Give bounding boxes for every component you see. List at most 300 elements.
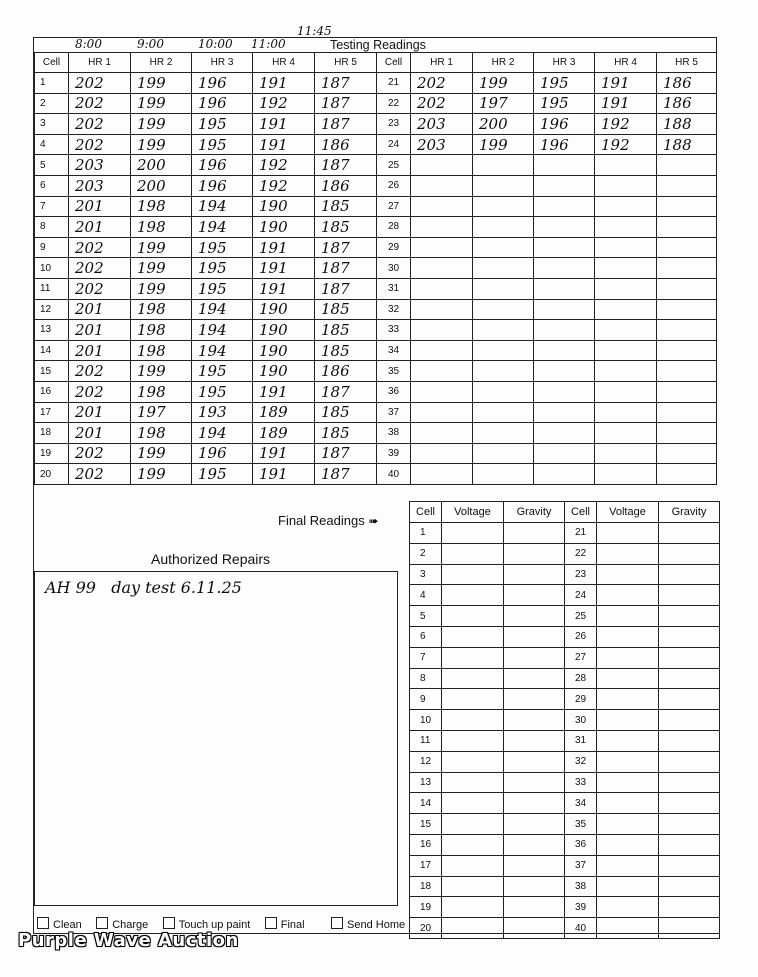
gravity-field: [504, 689, 565, 710]
reading-value: 199: [131, 237, 192, 258]
cell-number: 30: [565, 710, 597, 731]
gravity-field: [504, 543, 565, 564]
testing-row: [35, 134, 717, 155]
cell-number: 22: [565, 543, 597, 564]
reading-value: [411, 175, 473, 196]
cell-number: 14: [35, 340, 69, 361]
reading-value: 194: [192, 299, 253, 320]
voltage-field: [442, 814, 504, 835]
reading-value: 187: [315, 381, 377, 402]
reading-value: 203: [69, 155, 131, 176]
reading-value: [595, 237, 657, 258]
reading-value: 198: [131, 217, 192, 238]
gravity-field: [659, 668, 720, 689]
testing-header-row: [35, 53, 717, 73]
voltage-field: [442, 564, 504, 585]
reading-value: 195: [192, 361, 253, 382]
final-row: [410, 751, 720, 772]
reading-value: 198: [131, 340, 192, 361]
voltage-field: [442, 876, 504, 897]
reading-value: 197: [473, 93, 534, 114]
reading-value: 195: [192, 114, 253, 135]
reading-value: [473, 196, 534, 217]
final-row: [410, 793, 720, 814]
cell-number: 26: [377, 175, 411, 196]
reading-value: 197: [131, 402, 192, 423]
reading-value: 191: [253, 278, 315, 299]
reading-value: 185: [315, 340, 377, 361]
cell-number: 8: [35, 217, 69, 238]
cell-number: 39: [377, 443, 411, 464]
col-gravity: Gravity: [659, 502, 720, 523]
reading-value: 191: [253, 258, 315, 279]
cell-number: 1: [410, 523, 442, 544]
voltage-field: [597, 814, 659, 835]
reading-value: 190: [253, 320, 315, 341]
checkbox-send-home[interactable]: Send Home: [331, 919, 405, 931]
reading-value: 199: [131, 73, 192, 94]
checkbox-box[interactable]: [163, 917, 175, 929]
testing-row: [35, 237, 717, 258]
cell-number: 20: [410, 918, 442, 939]
cell-number: 1: [35, 73, 69, 94]
cell-number: 21: [377, 73, 411, 94]
reading-value: [595, 423, 657, 444]
cell-number: 25: [377, 155, 411, 176]
gravity-field: [504, 772, 565, 793]
cell-number: 18: [35, 423, 69, 444]
gravity-field: [504, 523, 565, 544]
gravity-field: [659, 918, 720, 939]
reading-value: 195: [192, 381, 253, 402]
reading-value: [473, 402, 534, 423]
reading-value: [411, 423, 473, 444]
reading-value: 200: [473, 114, 534, 135]
cell-number: 33: [377, 320, 411, 341]
cell-number: 20: [35, 464, 69, 485]
reading-value: 202: [69, 114, 131, 135]
final-row: [410, 814, 720, 835]
cell-number: 32: [377, 299, 411, 320]
repairs-note: AH 99 day test 6.11.25: [45, 578, 242, 597]
gravity-field: [659, 647, 720, 668]
cell-number: 10: [35, 258, 69, 279]
col-cell: Cell: [410, 502, 442, 523]
testing-row: [35, 175, 717, 196]
reading-value: [473, 464, 534, 485]
reading-value: 191: [253, 443, 315, 464]
cell-number: 12: [35, 299, 69, 320]
testing-row: [35, 381, 717, 402]
reading-value: 201: [69, 196, 131, 217]
testing-row: [35, 320, 717, 341]
reading-value: 188: [657, 134, 717, 155]
reading-value: 195: [192, 278, 253, 299]
reading-value: 202: [69, 73, 131, 94]
reading-value: [657, 237, 717, 258]
reading-value: [411, 402, 473, 423]
testing-row: [35, 361, 717, 382]
reading-value: 190: [253, 299, 315, 320]
voltage-field: [597, 897, 659, 918]
reading-value: [411, 361, 473, 382]
reading-value: 199: [131, 93, 192, 114]
final-row: [410, 772, 720, 793]
voltage-field: [442, 543, 504, 564]
reading-value: [657, 196, 717, 217]
reading-value: 199: [473, 73, 534, 94]
voltage-field: [442, 523, 504, 544]
reading-value: [595, 381, 657, 402]
checkbox-box[interactable]: [265, 917, 277, 929]
reading-value: 190: [253, 196, 315, 217]
checkbox-final[interactable]: Final: [265, 919, 305, 931]
cell-number: 29: [565, 689, 597, 710]
gravity-field: [659, 793, 720, 814]
voltage-field: [597, 855, 659, 876]
final-row: [410, 668, 720, 689]
testing-row: [35, 258, 717, 279]
voltage-field: [597, 585, 659, 606]
final-row: [410, 606, 720, 627]
reading-value: [411, 299, 473, 320]
reading-value: [534, 443, 595, 464]
reading-value: [595, 155, 657, 176]
reading-value: 201: [69, 423, 131, 444]
gravity-field: [659, 772, 720, 793]
reading-value: [595, 278, 657, 299]
reading-value: [411, 381, 473, 402]
testing-readings-table: [34, 52, 717, 485]
reading-value: 199: [131, 134, 192, 155]
checkbox-clean[interactable]: Clean: [37, 919, 82, 931]
reading-value: 202: [69, 361, 131, 382]
time-9: 9:00: [137, 37, 164, 51]
voltage-field: [442, 751, 504, 772]
reading-value: [534, 381, 595, 402]
cell-number: 35: [377, 361, 411, 382]
reading-value: 198: [131, 381, 192, 402]
testing-row: [35, 443, 717, 464]
reading-value: [595, 299, 657, 320]
final-row: [410, 897, 720, 918]
reading-value: 194: [192, 340, 253, 361]
cell-number: 24: [565, 585, 597, 606]
voltage-field: [597, 834, 659, 855]
checkbox-charge[interactable]: Charge: [96, 919, 148, 931]
final-row: [410, 730, 720, 751]
reading-value: 201: [69, 217, 131, 238]
voltage-field: [442, 585, 504, 606]
reading-value: 190: [253, 217, 315, 238]
col-hr5: HR 5: [315, 53, 377, 73]
gravity-field: [504, 626, 565, 647]
reading-value: 199: [131, 464, 192, 485]
reading-value: 196: [192, 73, 253, 94]
cell-number: 33: [565, 772, 597, 793]
reading-value: [657, 278, 717, 299]
reading-value: 199: [131, 361, 192, 382]
reading-value: [534, 402, 595, 423]
reading-value: [473, 237, 534, 258]
time-1145: 11:45: [297, 24, 332, 38]
reading-value: 187: [315, 237, 377, 258]
watermark-logo: Purple Wave Auction: [18, 930, 239, 951]
reading-value: [473, 258, 534, 279]
reading-value: 191: [595, 73, 657, 94]
voltage-field: [597, 668, 659, 689]
voltage-field: [597, 564, 659, 585]
cell-number: 15: [35, 361, 69, 382]
reading-value: 196: [192, 93, 253, 114]
gravity-field: [659, 585, 720, 606]
cell-number: 30: [377, 258, 411, 279]
reading-value: 202: [411, 73, 473, 94]
reading-value: 202: [69, 443, 131, 464]
gravity-field: [504, 564, 565, 585]
voltage-field: [597, 876, 659, 897]
col-hr1: HR 1: [411, 53, 473, 73]
reading-value: 187: [315, 258, 377, 279]
voltage-field: [597, 626, 659, 647]
col-hr3: HR 3: [192, 53, 253, 73]
reading-value: 200: [131, 155, 192, 176]
reading-value: 203: [411, 134, 473, 155]
reading-value: 189: [253, 423, 315, 444]
cell-number: 26: [565, 626, 597, 647]
reading-value: [473, 155, 534, 176]
cell-number: 11: [35, 278, 69, 299]
reading-value: 202: [69, 134, 131, 155]
voltage-field: [597, 793, 659, 814]
cell-number: 35: [565, 814, 597, 835]
voltage-field: [442, 772, 504, 793]
reading-value: 187: [315, 155, 377, 176]
voltage-field: [442, 689, 504, 710]
cell-number: 4: [35, 134, 69, 155]
reading-value: [534, 175, 595, 196]
reading-value: 203: [69, 175, 131, 196]
cell-number: 24: [377, 134, 411, 155]
reading-value: 187: [315, 464, 377, 485]
cell-number: 8: [410, 668, 442, 689]
cell-number: 15: [410, 814, 442, 835]
gravity-field: [659, 834, 720, 855]
cell-number: 37: [377, 402, 411, 423]
col-voltage: Voltage: [597, 502, 659, 523]
final-row: [410, 918, 720, 939]
testing-row: [35, 114, 717, 135]
cell-number: 36: [377, 381, 411, 402]
reading-value: 187: [315, 73, 377, 94]
final-header-row: [410, 502, 720, 523]
reading-value: 188: [657, 114, 717, 135]
reading-value: 185: [315, 299, 377, 320]
final-readings-table: [409, 501, 720, 939]
gravity-field: [504, 668, 565, 689]
cell-number: 28: [377, 217, 411, 238]
cell-number: 25: [565, 606, 597, 627]
reading-value: 202: [411, 93, 473, 114]
final-readings-text: Final Readings: [278, 513, 365, 528]
cell-number: 36: [565, 834, 597, 855]
checkbox-touch-up-paint[interactable]: Touch up paint: [163, 919, 251, 931]
testing-readings-title: Testing Readings: [330, 38, 426, 52]
checkbox-box[interactable]: [96, 917, 108, 929]
cell-number: 34: [377, 340, 411, 361]
reading-value: 192: [253, 155, 315, 176]
reading-value: 186: [315, 134, 377, 155]
reading-value: [657, 443, 717, 464]
reading-value: 185: [315, 320, 377, 341]
cell-number: 18: [410, 876, 442, 897]
reading-value: 202: [69, 464, 131, 485]
cell-number: 4: [410, 585, 442, 606]
reading-value: 202: [69, 278, 131, 299]
voltage-field: [442, 647, 504, 668]
reading-value: 191: [253, 73, 315, 94]
reading-value: [657, 320, 717, 341]
reading-value: [595, 196, 657, 217]
cell-number: 9: [410, 689, 442, 710]
voltage-field: [442, 793, 504, 814]
col-hr1: HR 1: [69, 53, 131, 73]
cell-number: 38: [565, 876, 597, 897]
reading-value: 192: [595, 134, 657, 155]
reading-value: 195: [192, 134, 253, 155]
reading-value: 202: [69, 93, 131, 114]
testing-row: [35, 299, 717, 320]
voltage-field: [597, 523, 659, 544]
reading-value: 187: [315, 278, 377, 299]
testing-row: [35, 423, 717, 444]
reading-value: [657, 258, 717, 279]
cell-number: 31: [377, 278, 411, 299]
final-row: [410, 689, 720, 710]
reading-value: 201: [69, 320, 131, 341]
col-hr2: HR 2: [473, 53, 534, 73]
cell-number: 39: [565, 897, 597, 918]
reading-value: 194: [192, 196, 253, 217]
reading-value: [473, 175, 534, 196]
col-gravity: Gravity: [504, 502, 565, 523]
gravity-field: [504, 793, 565, 814]
cell-number: 3: [35, 114, 69, 135]
reading-value: 200: [131, 175, 192, 196]
reading-value: [595, 175, 657, 196]
voltage-field: [442, 606, 504, 627]
voltage-field: [442, 855, 504, 876]
cell-number: 38: [377, 423, 411, 444]
gravity-field: [504, 918, 565, 939]
reading-value: 191: [253, 114, 315, 135]
reading-value: 201: [69, 402, 131, 423]
gravity-field: [659, 710, 720, 731]
gravity-field: [659, 876, 720, 897]
reading-value: 196: [192, 175, 253, 196]
cell-number: 37: [565, 855, 597, 876]
final-row: [410, 626, 720, 647]
reading-value: 199: [131, 443, 192, 464]
cell-number: 11: [410, 730, 442, 751]
reading-value: [411, 443, 473, 464]
gravity-field: [659, 751, 720, 772]
cell-number: 27: [565, 647, 597, 668]
final-row: [410, 855, 720, 876]
authorized-repairs-title: Authorized Repairs: [151, 551, 271, 567]
cell-number: 13: [410, 772, 442, 793]
reading-value: [657, 381, 717, 402]
reading-value: 191: [595, 93, 657, 114]
testing-row: [35, 340, 717, 361]
reading-value: 199: [131, 278, 192, 299]
cell-number: 16: [35, 381, 69, 402]
reading-value: 185: [315, 217, 377, 238]
testing-row: [35, 217, 717, 238]
reading-value: [595, 217, 657, 238]
voltage-field: [442, 710, 504, 731]
voltage-field: [597, 689, 659, 710]
testing-row: [35, 73, 717, 94]
gravity-field: [659, 855, 720, 876]
voltage-field: [442, 918, 504, 939]
reading-value: [411, 155, 473, 176]
gravity-field: [659, 730, 720, 751]
reading-value: [657, 423, 717, 444]
cell-number: 3: [410, 564, 442, 585]
col-hr4: HR 4: [253, 53, 315, 73]
reading-value: 186: [315, 361, 377, 382]
final-row: [410, 523, 720, 544]
col-cell: Cell: [565, 502, 597, 523]
cell-number: 32: [565, 751, 597, 772]
reading-value: 190: [253, 361, 315, 382]
voltage-field: [597, 606, 659, 627]
reading-value: [534, 361, 595, 382]
reading-value: 198: [131, 299, 192, 320]
reading-value: [595, 464, 657, 485]
reading-value: [657, 464, 717, 485]
cell-number: 23: [565, 564, 597, 585]
voltage-field: [442, 834, 504, 855]
reading-value: [657, 217, 717, 238]
reading-value: [473, 217, 534, 238]
reading-value: [595, 340, 657, 361]
checkbox-box[interactable]: [37, 917, 49, 929]
col-cell: Cell: [377, 53, 411, 73]
time-8: 8:00: [75, 37, 102, 51]
testing-row: [35, 464, 717, 485]
cell-number: 7: [35, 196, 69, 217]
col-hr4: HR 4: [595, 53, 657, 73]
checkbox-box[interactable]: [331, 917, 343, 929]
reading-value: [534, 320, 595, 341]
gravity-field: [504, 814, 565, 835]
reading-value: 194: [192, 320, 253, 341]
cell-number: 23: [377, 114, 411, 135]
gravity-field: [504, 606, 565, 627]
reading-value: 202: [69, 258, 131, 279]
voltage-field: [442, 897, 504, 918]
reading-value: [473, 423, 534, 444]
testing-row: [35, 155, 717, 176]
cell-number: 7: [410, 647, 442, 668]
reading-value: 194: [192, 217, 253, 238]
gravity-field: [659, 897, 720, 918]
reading-value: [595, 443, 657, 464]
reading-value: 196: [534, 134, 595, 155]
reading-value: [534, 340, 595, 361]
